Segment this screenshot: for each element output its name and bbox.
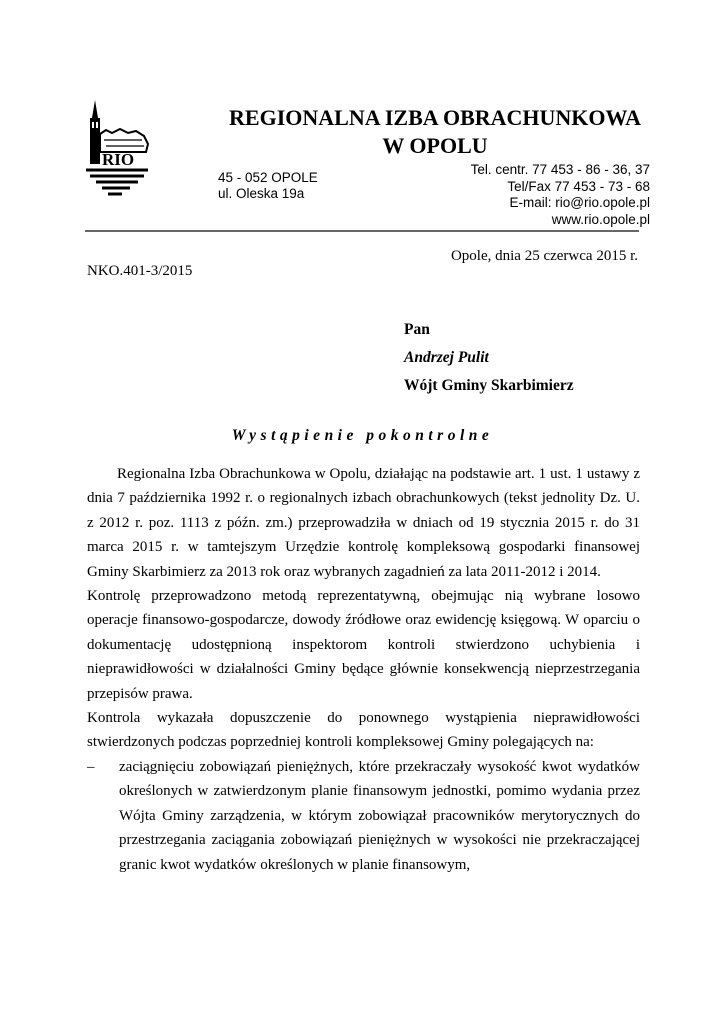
contact-block bbox=[471, 162, 650, 228]
organization-name-line1: REGIONALNA IZBA OBRACHUNKOWA bbox=[229, 105, 641, 130]
contact-website: www.rio.opole.pl bbox=[551, 211, 650, 227]
address-block bbox=[218, 170, 318, 202]
bullet-dash: – bbox=[87, 758, 95, 775]
letter-body bbox=[87, 462, 640, 877]
organization-name bbox=[190, 104, 680, 160]
header-divider bbox=[85, 230, 639, 232]
address-postal: 45 - 052 OPOLE bbox=[218, 170, 318, 185]
recipient-salutation: Pan bbox=[404, 321, 430, 338]
document-title: Wystąpienie pokontrolne bbox=[231, 427, 494, 444]
paragraph-2: Kontrolę przeprowadzono metodą reprezentatywną, obejmując nią wybrane losowo operacje finansowo-gospodarcze, dowody źródłowe oraz ewidencję księgową. W oparciu o dokumentację udostępnioną inspektorom kontroli stwierdzono uchybienia i nieprawidłowości w działalności Gminy będące głównie konsekwencją nieprzestrzegania przepisów prawa. bbox=[87, 588, 640, 702]
logo-text: RIO bbox=[101, 150, 135, 169]
list-item-text: zaciągnięciu zobowiązań pieniężnych, które przekraczały wysokość kwot wydatków określonych w zatwierdzonym planie finansowym jednostki, pomimo wydania przez Wójta Gminy zarządzenia, w którym zobowiązał pracowników merytorycznych do przestrzegania zaciągania zobowiązań pieniężnych w wysokości nie przekraczającej granic kwot wydatków określonych w planie finansowym, bbox=[119, 758, 640, 873]
recipient-name: Andrzej Pulit bbox=[404, 349, 489, 366]
contact-email: E-mail: rio@rio.opole.pl bbox=[509, 195, 650, 210]
paragraph-1: Regionalna Izba Obrachunkowa w Opolu, działając na podstawie art. 1 ust. 1 ustawy z dnia 7 października 1992 r. o regionalnych izbach obrachunkowych (tekst jednolity Dz. U. z 2012 r. poz. 1113 z późn. zm.) przeprowadziła w dniach od 19 stycznia 2015 r. do 31 marca 2015 r. w tamtejszym Urzędzie kontrolę kompleksową gospodarki finansowej Gminy Skarbimierz za 2013 rok oraz wybranych zagadnień za lata 2011-2012 i 2014. bbox=[87, 466, 640, 580]
letter-date: Opole, dnia 25 czerwca 2015 r. bbox=[450, 248, 638, 264]
paragraph-3: Kontrola wykazała dopuszczenie do ponownego wystąpienia nieprawidłowości stwierdzonych podczas poprzedniej kontroli kompleksowej Gminy polegających na: bbox=[87, 710, 640, 751]
recipient-title: Wójt Gminy Skarbimierz bbox=[404, 377, 574, 394]
list-item bbox=[87, 755, 640, 877]
contact-phone: Tel. centr. 77 453 - 86 - 36, 37 bbox=[470, 162, 650, 177]
rio-logo bbox=[80, 100, 155, 200]
reference-number: NKO.401-3/2015 bbox=[87, 263, 193, 279]
address-street: ul. Oleska 19a bbox=[218, 186, 305, 201]
organization-name-line2: W OPOLU bbox=[382, 133, 488, 158]
contact-telfax: Tel/Fax 77 453 - 73 - 68 bbox=[507, 178, 650, 194]
recipient-block bbox=[404, 316, 574, 400]
